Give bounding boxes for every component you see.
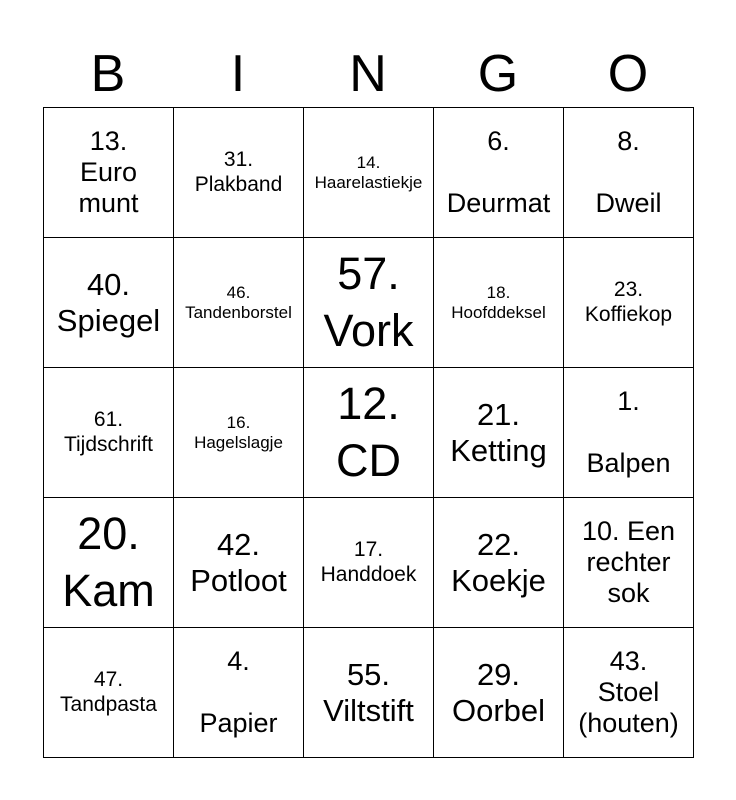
bingo-cell[interactable]	[304, 628, 434, 758]
cell-text: 55. Viltstift	[323, 656, 414, 728]
cell-text: 8. Dweil	[595, 125, 662, 219]
bingo-cell[interactable]	[564, 498, 694, 628]
bingo-cell[interactable]	[564, 238, 694, 368]
cell-text: 23. Koffiekop	[584, 278, 673, 326]
bingo-cell[interactable]	[174, 238, 304, 368]
cell-text: 12. CD	[336, 378, 401, 486]
cell-text: 20. Kam	[62, 508, 155, 616]
header-letter-i: I	[230, 45, 246, 103]
bingo-cell[interactable]	[174, 368, 304, 498]
bingo-cell[interactable]	[434, 108, 564, 238]
bingo-cell[interactable]	[44, 238, 174, 368]
cell-text: 18. Hoofddeksel	[451, 282, 546, 322]
cell-text: 31. Plakband	[194, 148, 283, 196]
cell-text: 47. Tandpasta	[60, 668, 157, 716]
cell-text: 6. Deurmat	[446, 125, 551, 219]
bingo-header	[43, 40, 693, 108]
cell-text: 17. Handdoek	[320, 538, 417, 586]
cell-text: 22. Koekje	[451, 526, 546, 598]
cell-text: 16. Hagelslagje	[194, 412, 283, 452]
bingo-cell[interactable]	[304, 238, 434, 368]
bingo-cell[interactable]	[564, 368, 694, 498]
bingo-cell[interactable]	[304, 498, 434, 628]
bingo-cell[interactable]	[174, 108, 304, 238]
cell-text: 13. Euro munt	[78, 125, 139, 219]
bingo-cell[interactable]	[44, 628, 174, 758]
bingo-cell[interactable]	[434, 238, 564, 368]
bingo-cell[interactable]	[434, 368, 564, 498]
bingo-board	[43, 107, 694, 758]
cell-text: 14. Haarelastiekje	[314, 152, 423, 192]
cell-text: 40. Spiegel	[56, 266, 161, 338]
bingo-cell[interactable]	[564, 628, 694, 758]
cell-text: 4. Papier	[199, 645, 278, 739]
bingo-cell[interactable]	[44, 368, 174, 498]
cell-text: 61. Tijdschrift	[63, 408, 154, 456]
bingo-cell[interactable]	[174, 628, 304, 758]
bingo-cell[interactable]	[44, 108, 174, 238]
bingo-cell[interactable]	[44, 498, 174, 628]
cell-text: 43. Stoel (houten)	[578, 645, 679, 739]
cell-text: 10. Een rechter sok	[581, 515, 676, 609]
header-letter-o: O	[607, 45, 649, 103]
bingo-cell[interactable]	[434, 498, 564, 628]
header-letter-n: N	[349, 45, 387, 103]
cell-text: 46. Tandenborstel	[185, 282, 292, 322]
cell-text: 29. Oorbel	[451, 656, 546, 728]
bingo-cell[interactable]	[304, 108, 434, 238]
cell-text: 21. Ketting	[450, 396, 547, 468]
cell-text: 42. Potloot	[190, 526, 287, 598]
bingo-cell[interactable]	[564, 108, 694, 238]
bingo-cell[interactable]	[304, 368, 434, 498]
header-letter-b: B	[90, 45, 126, 103]
bingo-cell[interactable]	[174, 498, 304, 628]
cell-text: 57. Vork	[323, 248, 414, 356]
header-letter-g: G	[477, 45, 519, 103]
cell-text: 1. Balpen	[586, 385, 671, 479]
bingo-cell[interactable]	[434, 628, 564, 758]
